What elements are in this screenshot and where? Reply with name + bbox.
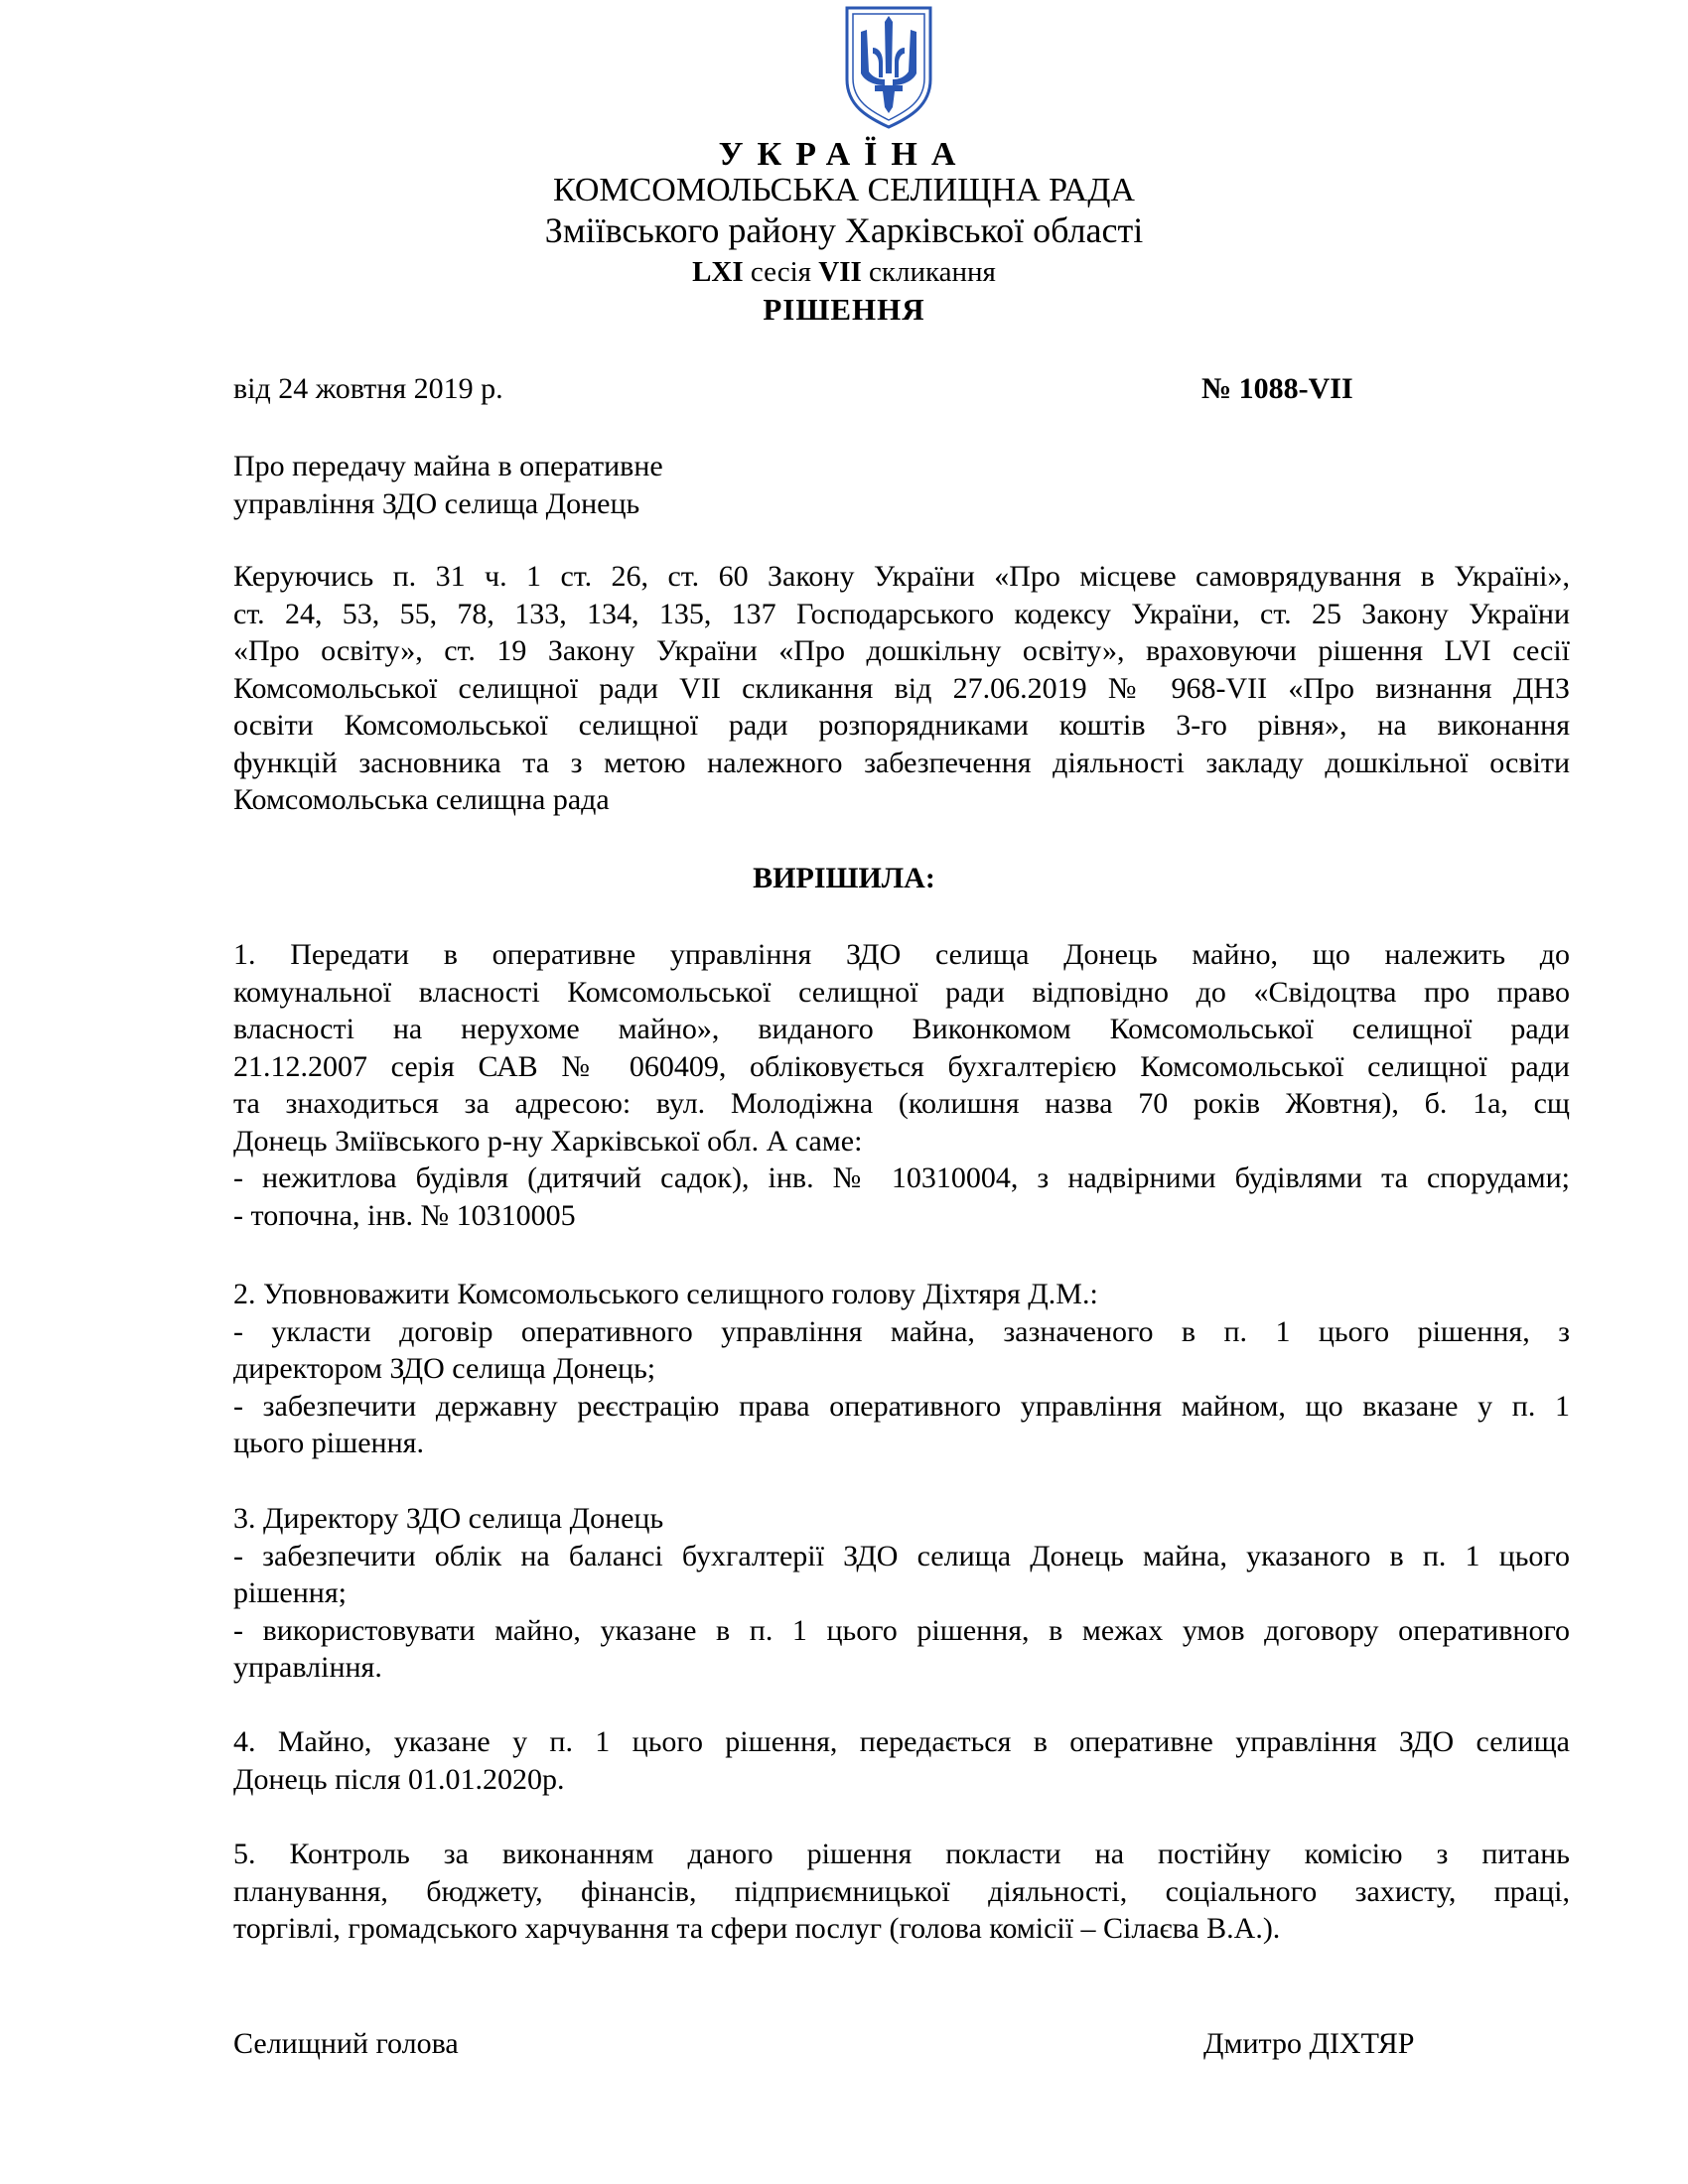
council-name: КОМСОМОЛЬСЬКА СЕЛИЩНА РАДА — [553, 172, 1135, 208]
item-5-paragraph — [233, 1836, 1570, 1948]
item-line: 1. Передати в оперативне управління ЗДО селища Донець майно, що належить до — [233, 938, 1570, 971]
item-line: комунальної власності Комсомольської селищної ради відповідно до «Свідоцтва про право — [233, 975, 1570, 1009]
session-number: LXI — [692, 256, 744, 288]
item-line: Донець Зміївського р-ну Харківської обл. А саме: — [233, 1124, 863, 1158]
subject-line: Про передачу майна в оперативне — [233, 450, 663, 482]
item-line: управління. — [233, 1651, 382, 1684]
convocation-number: VII — [818, 256, 862, 288]
decision-date: від 24 жовтня 2019 р. — [233, 372, 503, 405]
signatory-position: Селищний голова — [233, 2027, 459, 2060]
preamble-paragraph — [233, 558, 1570, 819]
item-line: власності на нерухоме майно», виданого Виконкомом Комсомольської селищної ради — [233, 1013, 1570, 1045]
item-line: - забезпечити облік на балансі бухгалтерії ЗДО селища Донець майна, указаного в п. 1 цього — [233, 1539, 1570, 1572]
preamble-line: функцій засновника та з метою належного забезпечення діяльності закладу дошкільної освіти — [233, 746, 1570, 779]
resolved-heading: ВИРІШИЛА: — [753, 862, 935, 894]
item-line: 3. Директору ЗДО селища Донець — [233, 1502, 664, 1535]
subject-line: управління ЗДО селища Донець — [233, 486, 640, 520]
item-line: - забезпечити державну реєстрацію права оперативного управління майном, що вказане у п. 1 — [233, 1389, 1570, 1423]
decision-number: № 1088-VII — [1201, 372, 1353, 405]
item-2-paragraph — [233, 1276, 1570, 1462]
item-line: 21.12.2007 серія САВ № 060409, обліковується бухгалтерією Комсомольської селищної ради — [233, 1049, 1570, 1083]
item-line: Донець після 01.01.2020р. — [233, 1762, 565, 1796]
item-1-paragraph — [233, 936, 1570, 1234]
decision-subject — [233, 448, 928, 522]
item-line: 5. Контроль за виконанням даного рішення покласти на постійну комісію з питань — [233, 1838, 1570, 1870]
item-3-paragraph — [233, 1500, 1570, 1687]
document-type: РІШЕННЯ — [763, 292, 925, 327]
trident-emblem-icon — [839, 2, 938, 131]
preamble-line: Комсомольська селищна рада — [233, 783, 610, 816]
item-line: - нежитлова будівля (дитячий садок), інв. № 10310004, з надвірними будівлями та спорудами; — [233, 1161, 1570, 1194]
item-line: - топочна, інв. № 10310005 — [233, 1198, 576, 1232]
preamble-line: Керуючись п. 31 ч. 1 ст. 26, ст. 60 Закону України «Про місцеве самоврядування в Україні», — [233, 560, 1570, 593]
item-line: планування, бюджету, фінансів, підприємницької діяльності, соціального захисту, праці, — [233, 1874, 1570, 1908]
item-4-paragraph — [233, 1723, 1570, 1798]
country-title: УКРАЇНА — [718, 136, 970, 173]
item-line: та знаходиться за адресою: вул. Молодіжна (колишня назва 70 років Жовтня), б. 1а, сщ — [233, 1087, 1570, 1120]
item-line: торгівлі, громадського харчування та сфери послуг (голова комісії – Сілаєва В.А.). — [233, 1912, 1281, 1945]
session-word: сесія — [750, 256, 812, 288]
item-line: 2. Уповноважити Комсомольського селищного голову Діхтяря Д.М.: — [233, 1278, 1098, 1310]
session-line — [0, 256, 1688, 289]
item-line: - укласти договір оперативного управління майна, зазначеного в п. 1 цього рішення, з — [233, 1314, 1570, 1348]
district-name: Зміївського району Харківської області — [544, 210, 1144, 250]
item-line: цього рішення. — [233, 1427, 424, 1459]
preamble-line: «Про освіту», ст. 19 Закону України «Про дошкільну освіту», враховуючи рішення LVI сесії — [233, 634, 1570, 667]
item-line: директором ЗДО селища Донець; — [233, 1352, 656, 1385]
signatory-name: Дмитро ДІХТЯР — [1203, 2027, 1415, 2060]
item-line: рішення; — [233, 1576, 347, 1609]
preamble-line: ст. 24, 53, 55, 78, 133, 134, 135, 137 Господарського кодексу України, ст. 25 Закону України — [233, 597, 1570, 630]
preamble-line: Комсомольської селищної ради VII скликання від 27.06.2019 № 968-VII «Про визнання ДНЗ — [233, 671, 1570, 705]
item-line: 4. Майно, указане у п. 1 цього рішення, передається в оперативне управління ЗДО селища — [233, 1725, 1570, 1758]
preamble-line: освіти Комсомольської селищної ради розпорядниками коштів 3-го рівня», на виконання — [233, 709, 1570, 742]
item-line: - використовувати майно, указане в п. 1 цього рішення, в межах умов договору оперативного — [233, 1613, 1570, 1647]
convocation-word: скликання — [869, 256, 996, 288]
